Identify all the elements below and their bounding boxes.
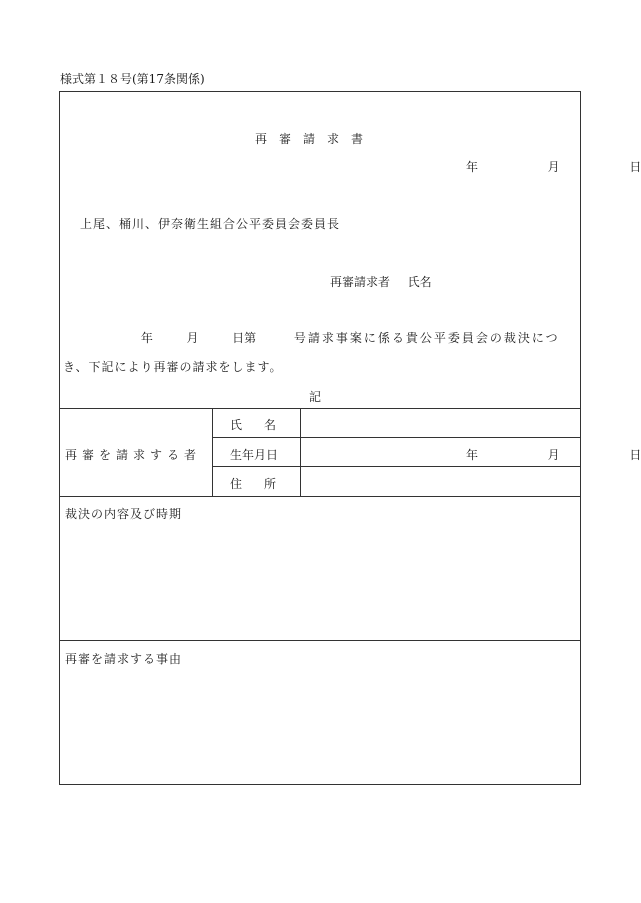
table-col-line-2 <box>300 408 301 496</box>
submission-date <box>466 158 641 175</box>
dob-day: 日 <box>629 448 641 462</box>
body-line1-rest: 号請求事案に係る貴公平委員会の裁決につ <box>293 331 560 345</box>
dob-date <box>466 446 641 463</box>
addressee: 上尾、桶川、伊奈衛生組合公平委員会委員長 <box>80 217 341 231</box>
name-field-label: 氏名 <box>230 418 299 432</box>
body-line-2: き、下記により再審の請求をします。 <box>63 360 283 374</box>
form-number-label: 様式第１８号(第17条関係) <box>60 72 205 86</box>
date-month: 月 <box>547 160 560 174</box>
table-top-line <box>59 408 581 409</box>
table-col-line-1 <box>212 408 213 496</box>
date-year: 年 <box>466 160 479 174</box>
dob-field-label: 生年月日 <box>230 448 279 462</box>
dob-month: 月 <box>547 448 560 462</box>
applicant-line <box>330 273 432 290</box>
ki-heading: 記 <box>308 390 321 404</box>
applicant-label: 再審請求者 <box>330 275 391 289</box>
table-row-line-2 <box>212 466 581 467</box>
table-row-line-1 <box>212 437 581 438</box>
section-divider-line <box>59 640 581 641</box>
reason-section-label: 再審を請求する事由 <box>65 652 183 666</box>
body-line-1 <box>63 329 560 346</box>
dob-year: 年 <box>466 448 479 462</box>
decision-section-label: 裁決の内容及び時期 <box>65 507 183 521</box>
address-field-label: 住所 <box>230 477 299 491</box>
date-day: 日 <box>629 160 641 174</box>
table-bottom-line <box>59 496 581 497</box>
form-frame <box>59 91 581 785</box>
body-month: 月 <box>186 331 199 345</box>
body-year: 年 <box>140 331 153 345</box>
document-title: 再審請求書 <box>254 132 375 146</box>
applicant-name-label: 氏名 <box>407 275 432 289</box>
body-day-prefix: 日第 <box>232 331 257 345</box>
table-row-header: 再審を請求する者 <box>65 448 202 462</box>
